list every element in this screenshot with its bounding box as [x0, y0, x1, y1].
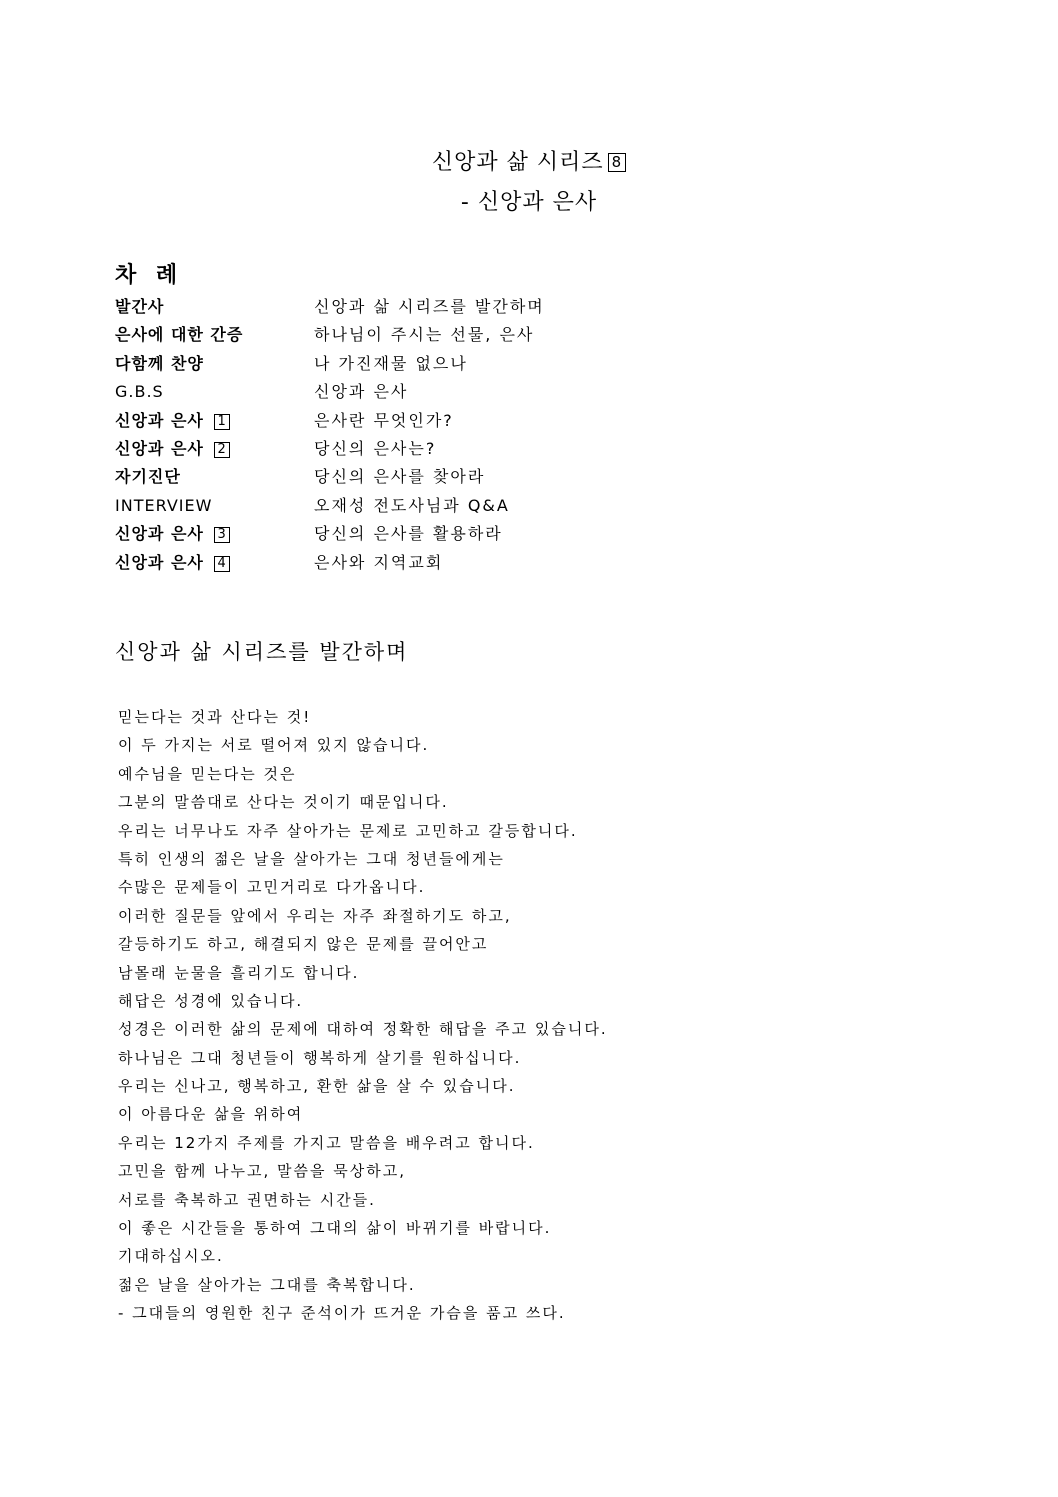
body-line: - 그대들의 영원한 친구 준석이가 뜨거운 가슴을 품고 쓰다.: [118, 1304, 566, 1323]
toc-row: [115, 293, 815, 321]
body-line: 믿는다는 것과 산다는 것!: [118, 708, 312, 726]
body-line: 그분의 말씀대로 산다는 것이기 때문입니다.: [118, 793, 449, 812]
toc-section-name: G.B.S: [115, 382, 164, 402]
document-title: [0, 143, 1058, 223]
toc-section-name-text: 신앙과 은사: [115, 438, 204, 458]
table-of-contents: [115, 293, 815, 577]
body-line: 이 아름다운 삶을 위하여: [118, 1105, 304, 1124]
body-line: 젊은 날을 살아가는 그대를 축복합니다.: [118, 1275, 416, 1294]
toc-section-title: 은사란 무엇인가?: [314, 410, 454, 430]
toc-section-name: [115, 520, 230, 548]
toc-row: [115, 549, 815, 577]
body-line: 갈등하기도 하고, 해결되지 않은 문제를 끌어안고: [118, 935, 489, 954]
toc-section-title: 당신의 은사를 활용하라: [314, 524, 503, 544]
body-line: 우리는 신나고, 행복하고, 환한 삶을 살 수 있습니다.: [118, 1077, 516, 1096]
toc-number-box: 2: [214, 442, 229, 458]
toc-section-title: 나 가진재물 없으나: [314, 353, 468, 373]
toc-row: [115, 407, 815, 435]
section-body: [118, 703, 918, 1328]
body-line: 고민을 함께 나누고, 말씀을 묵상하고,: [118, 1162, 406, 1181]
toc-row: [115, 520, 815, 548]
toc-section-name: 자기진단: [115, 467, 181, 487]
toc-row: [115, 321, 815, 349]
body-line: 특히 인생의 젊은 날을 살아가는 그대 청년들에게는: [118, 849, 505, 868]
toc-row: [115, 492, 815, 520]
toc-section-title: 당신의 은사는?: [314, 438, 437, 458]
body-line: 수많은 문제들이 고민거리로 다가옵니다.: [118, 878, 426, 897]
toc-section-name: INTERVIEW: [115, 495, 213, 515]
toc-section-name: [115, 435, 230, 463]
toc-section-title: 하나님이 주시는 선물, 은사: [314, 325, 535, 345]
toc-number-box: 1: [214, 414, 229, 430]
toc-row: [115, 350, 815, 378]
body-line: 해답은 성경에 있습니다.: [118, 991, 304, 1010]
toc-section-name-text: 신앙과 은사: [115, 552, 204, 572]
body-line: 이러한 질문들 앞에서 우리는 자주 좌절하기도 하고,: [118, 906, 512, 925]
toc-section-name-text: 신앙과 은사: [115, 410, 204, 430]
toc-number-box: 3: [214, 527, 229, 543]
body-line: 기대하십시오.: [118, 1247, 224, 1266]
body-line: 이 좋은 시간들을 통하여 그대의 삶이 바뀌기를 바랍니다.: [118, 1219, 552, 1238]
body-line: 서로를 축복하고 권면하는 시간들.: [118, 1190, 376, 1209]
toc-section-title: 신앙과 은사: [314, 382, 409, 402]
body-line: 이 두 가지는 서로 떨어져 있지 않습니다.: [118, 736, 430, 755]
body-line: 하나님은 그대 청년들이 행복하게 살기를 원하십니다.: [118, 1048, 522, 1067]
toc-row: [115, 378, 815, 406]
toc-section-title: 신앙과 삶 시리즈를 발간하며: [314, 297, 545, 316]
toc-section-title: 은사와 지역교회: [314, 552, 444, 572]
toc-section-name-text: 신앙과 은사: [115, 524, 204, 544]
toc-section-name: 발간사: [115, 297, 165, 316]
toc-section-name: [115, 407, 230, 435]
series-number-box: 8: [608, 153, 627, 172]
toc-section-name: 다함께 찬양: [115, 353, 204, 373]
body-line: 남몰래 눈물을 흘리기도 합니다.: [118, 963, 360, 982]
body-line: 우리는 12가지 주제를 가지고 말씀을 배우려고 합니다.: [118, 1133, 535, 1152]
toc-number-box: 4: [214, 556, 229, 572]
title-line-2: - 신앙과 은사: [460, 190, 598, 215]
section-heading: 신앙과 삶 시리즈를 발간하며: [115, 640, 409, 664]
toc-section-name: [115, 549, 230, 577]
toc-row: [115, 463, 815, 491]
title-line-1: [0, 143, 1058, 183]
toc-section-title: 오재성 전도사님과 Q&A: [314, 495, 510, 515]
toc-heading: 차 례: [115, 263, 184, 288]
title-text: 신앙과 삶 시리즈: [431, 150, 604, 175]
body-line: 우리는 너무나도 자주 살아가는 문제로 고민하고 갈등합니다.: [118, 821, 578, 840]
toc-section-title: 당신의 은사를 찾아라: [314, 467, 486, 487]
toc-section-name: 은사에 대한 간증: [115, 325, 244, 345]
body-line: 성경은 이러한 삶의 문제에 대하여 정확한 해답을 주고 있습니다.: [118, 1020, 608, 1039]
toc-row: [115, 435, 815, 463]
body-line: 예수님을 믿는다는 것은: [118, 764, 297, 783]
